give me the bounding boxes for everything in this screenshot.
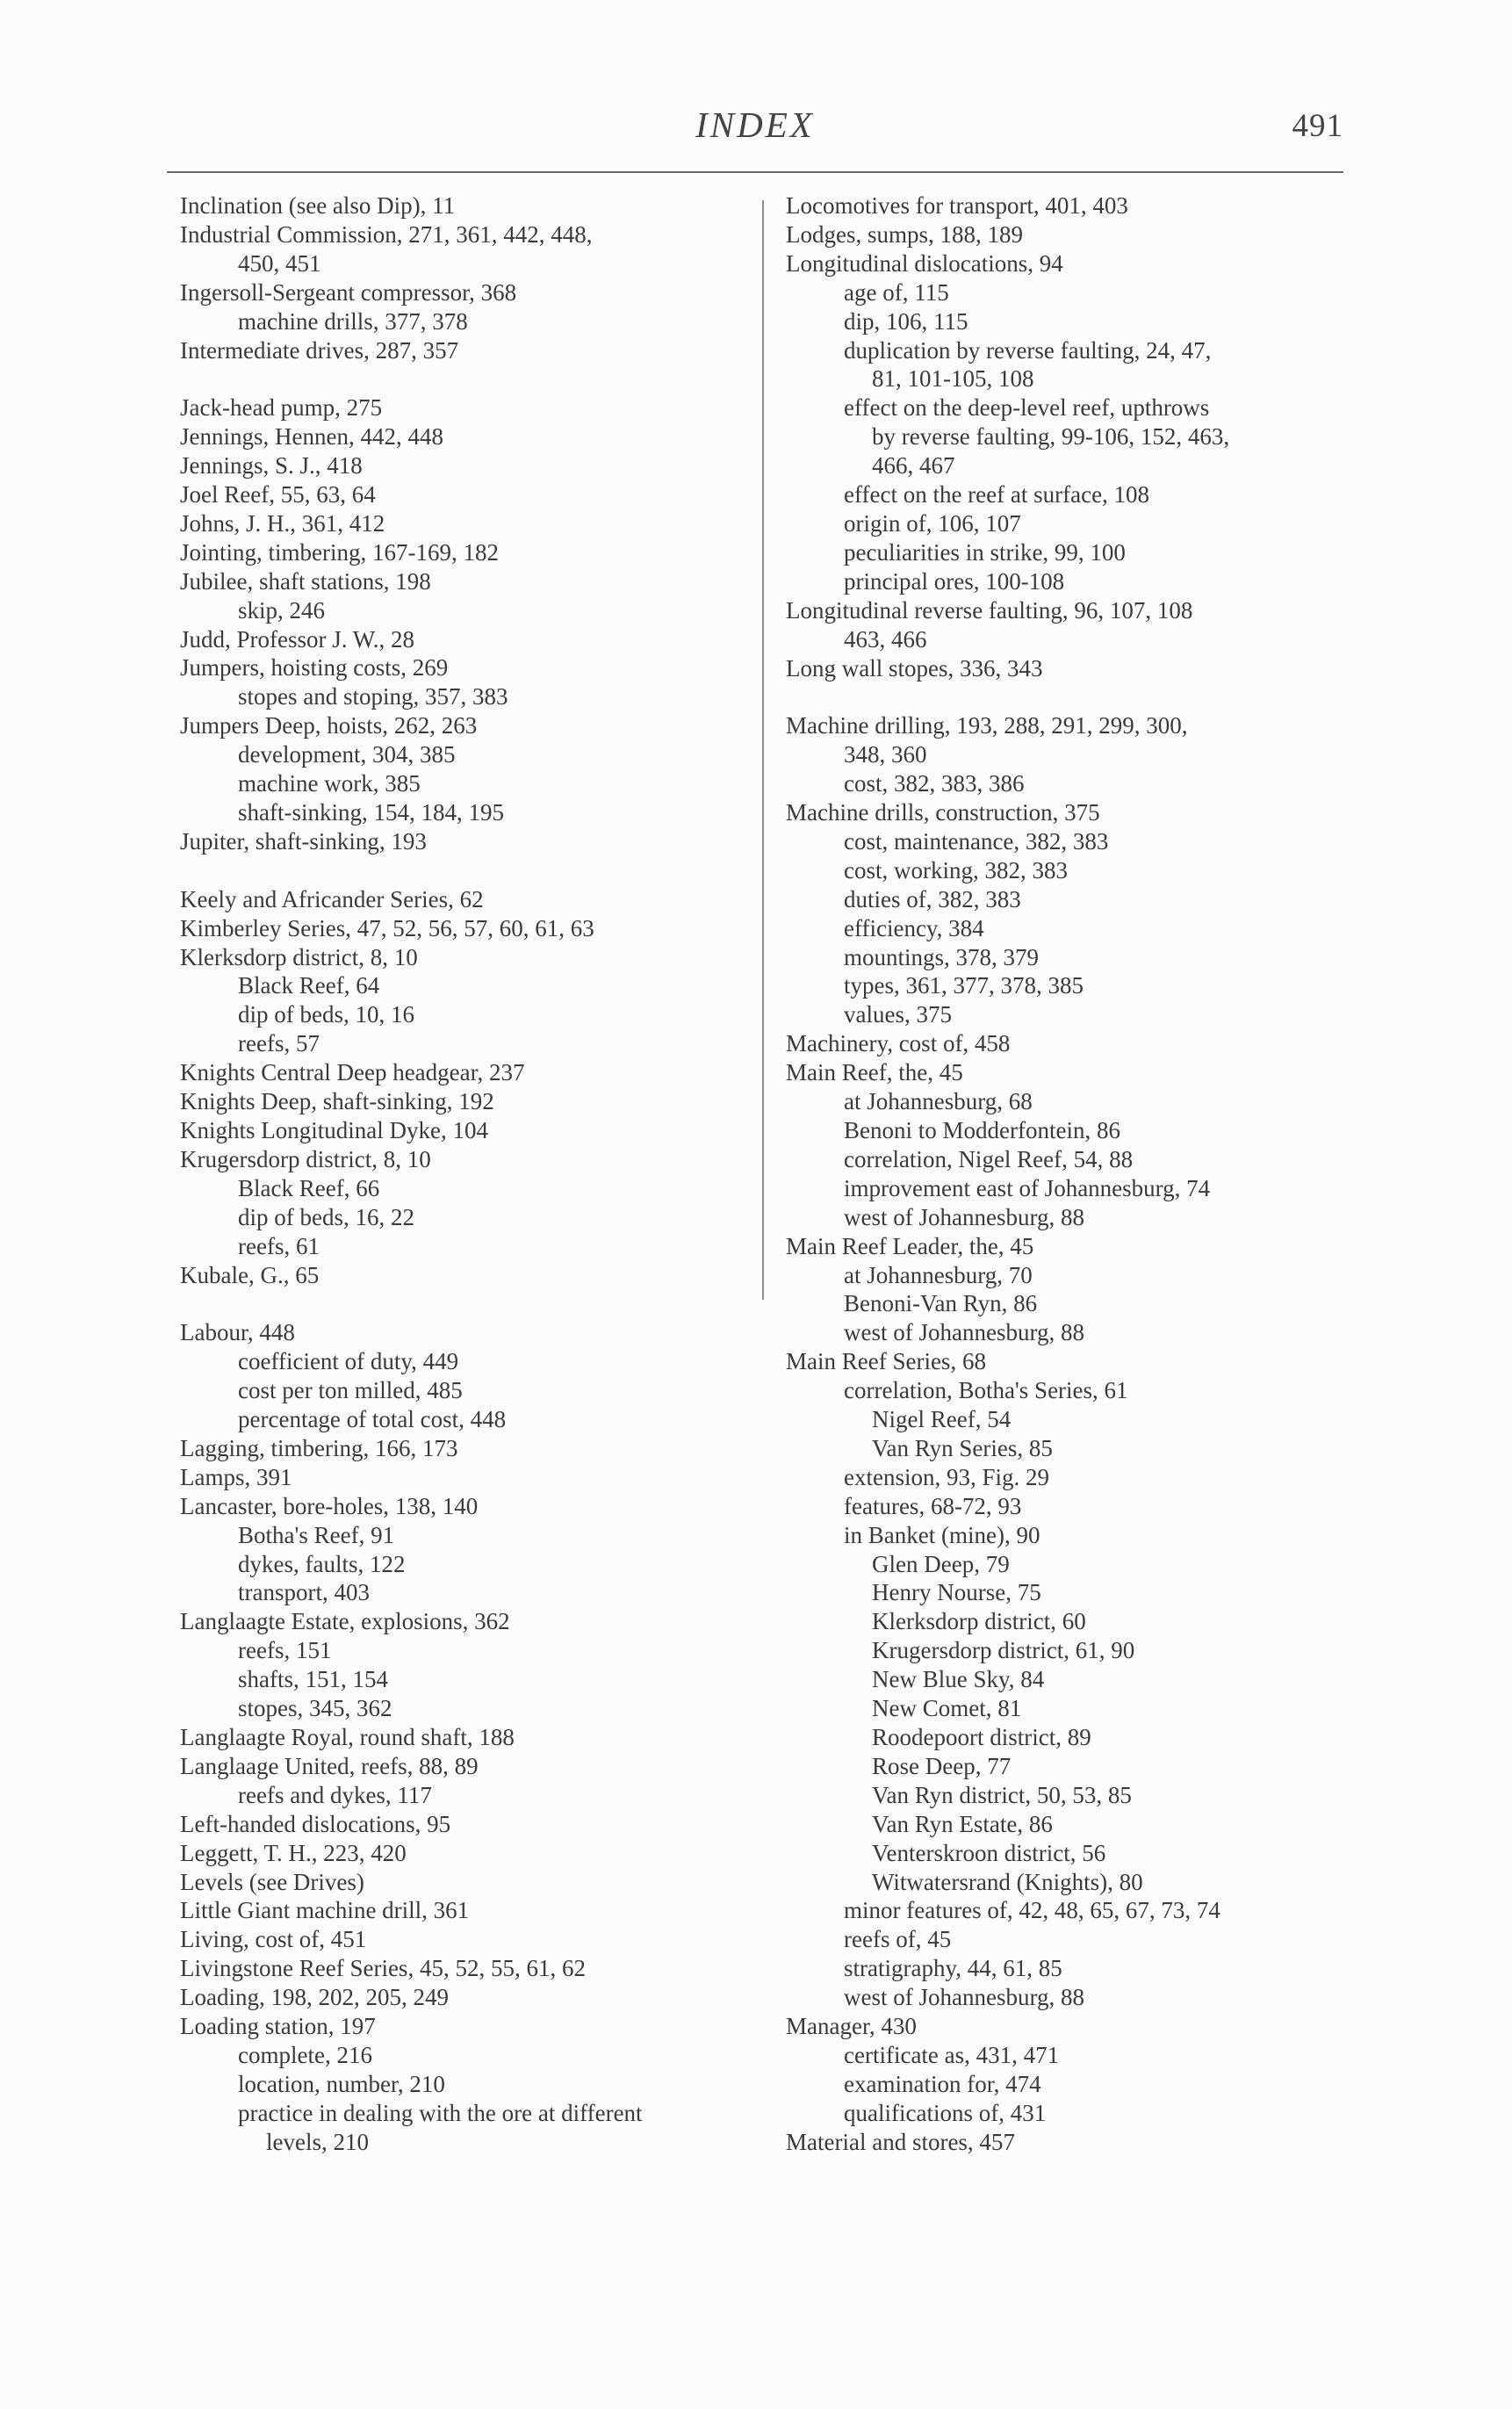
index-subentry: types, 361, 377, 378, 385 [844, 972, 1084, 999]
index-subentry: percentage of total cost, 448 [238, 1406, 507, 1433]
index-entry: Kimberley Series, 47, 52, 56, 57, 60, 61, 63 [180, 914, 594, 941]
index-subentry: Van Ryn Series, 85 [872, 1434, 1053, 1461]
index-subentry: extension, 93, Fig. 29 [844, 1463, 1049, 1490]
index-entry: Jointing, timbering, 167-169, 182 [180, 538, 499, 566]
index-subentry: Van Ryn Estate, 86 [872, 1810, 1053, 1837]
index-subentry: shaft-sinking, 154, 184, 195 [238, 799, 504, 826]
index-subentry: reefs, 57 [238, 1030, 320, 1057]
index-subentry: dykes, faults, 122 [238, 1550, 406, 1577]
index-entry: Jumpers, hoisting costs, 269 [180, 654, 449, 682]
index-entry: Langlaage United, reefs, 88, 89 [180, 1752, 479, 1779]
index-subentry: correlation, Botha's Series, 61 [844, 1377, 1128, 1404]
index-subentry: Benoni-Van Ryn, 86 [844, 1290, 1038, 1317]
index-entry: Inclination (see also Dip), 11 [180, 192, 456, 219]
index-subentry: stopes, 345, 362 [238, 1695, 392, 1722]
index-subentry: location, number, 210 [238, 2070, 445, 2097]
index-subentry: New Comet, 81 [872, 1695, 1022, 1722]
index-subentry: Klerksdorp district, 60 [872, 1608, 1086, 1635]
index-entry: Lancaster, bore-holes, 138, 140 [180, 1492, 479, 1519]
index-subentry: at Johannesburg, 70 [844, 1261, 1033, 1288]
index-subentry: reefs, 61 [238, 1232, 320, 1259]
index-subentry: Venterskroon district, 56 [872, 1839, 1106, 1866]
index-subentry: Black Reef, 66 [238, 1174, 380, 1201]
index-subentry: complete, 216 [238, 2041, 372, 2068]
index-entry: Jumpers Deep, hoists, 262, 263 [180, 712, 478, 739]
index-subentry: 348, 360 [844, 741, 927, 768]
index-subentry: examination for, 474 [844, 2070, 1041, 2097]
index-subentry: 466, 467 [872, 452, 955, 480]
index-subentry: development, 304, 385 [238, 741, 456, 768]
section-gap [786, 682, 1348, 711]
index-subentry: 463, 466 [844, 625, 927, 653]
index-subentry: cost per ton milled, 485 [238, 1377, 463, 1404]
index-entry: Industrial Commission, 271, 361, 442, 448, [180, 220, 593, 248]
index-subentry: certificate as, 431, 471 [844, 2041, 1060, 2068]
index-subentry: shafts, 151, 154 [238, 1666, 388, 1693]
index-column-right [786, 191, 1348, 2157]
index-entry: Labour, 448 [180, 1319, 295, 1346]
page-number: 491 [1292, 108, 1343, 144]
page-title: INDEX [695, 105, 815, 145]
index-entry: Knights Central Deep headgear, 237 [180, 1059, 525, 1086]
index-subentry: Botha's Reef, 91 [238, 1521, 395, 1548]
index-entry: Langlaagte Estate, explosions, 362 [180, 1608, 510, 1635]
index-subentry: correlation, Nigel Reef, 54, 88 [844, 1145, 1134, 1172]
page-header [167, 104, 1343, 156]
index-entry: Lagging, timbering, 166, 173 [180, 1434, 458, 1461]
index-subentry: by reverse faulting, 99-106, 152, 463, [872, 423, 1230, 451]
index-entry: Locomotives for transport, 401, 403 [786, 192, 1128, 219]
index-subentry: levels, 210 [266, 2128, 369, 2155]
index-entry: Judd, Professor J. W., 28 [180, 625, 415, 653]
index-subentry: 81, 101-105, 108 [872, 365, 1034, 393]
header-rule [167, 171, 1343, 173]
index-subentry: Krugersdorp district, 61, 90 [872, 1637, 1135, 1664]
index-subentry: qualifications of, 431 [844, 2099, 1047, 2126]
index-entry: Jennings, S. J., 418 [180, 452, 363, 480]
index-subentry: Henry Nourse, 75 [872, 1579, 1041, 1606]
index-subentry: origin of, 106, 107 [844, 509, 1021, 537]
index-entry: Main Reef Leader, the, 45 [786, 1232, 1034, 1259]
index-entry: Intermediate drives, 287, 357 [180, 336, 459, 364]
index-subentry: Witwatersrand (Knights), 80 [872, 1868, 1143, 1895]
index-subentry: cost, working, 382, 383 [844, 856, 1068, 884]
index-entry: Left-handed dislocations, 95 [180, 1810, 451, 1837]
index-entry: Long wall stopes, 336, 343 [786, 654, 1043, 682]
index-subentry: cost, 382, 383, 386 [844, 770, 1025, 797]
index-column-left [180, 191, 755, 2157]
index-entry: Manager, 430 [786, 2013, 917, 2040]
index-subentry: effect on the reef at surface, 108 [844, 481, 1150, 508]
index-subentry: west of Johannesburg, 88 [844, 1203, 1084, 1230]
section-gap [180, 364, 755, 393]
index-entry: Longitudinal dislocations, 94 [786, 249, 1063, 277]
index-subentry: Glen Deep, 79 [872, 1550, 1010, 1577]
index-subentry: coefficient of duty, 449 [238, 1348, 459, 1375]
index-subentry: reefs and dykes, 117 [238, 1781, 432, 1808]
index-entry: Jubilee, shaft stations, 198 [180, 567, 431, 595]
index-entry: Knights Longitudinal Dyke, 104 [180, 1116, 488, 1143]
index-subentry: Rose Deep, 77 [872, 1752, 1012, 1779]
index-subentry: 450, 451 [238, 249, 321, 277]
index-entry: Kubale, G., 65 [180, 1261, 320, 1288]
index-entry: Leggett, T. H., 223, 420 [180, 1839, 407, 1866]
index-subentry: features, 68-72, 93 [844, 1492, 1022, 1519]
index-entry: Klerksdorp district, 8, 10 [180, 943, 418, 970]
index-subentry: efficiency, 384 [844, 914, 984, 941]
index-subentry: transport, 403 [238, 1579, 370, 1606]
index-subentry: practice in dealing with the ore at different [238, 2099, 643, 2126]
index-entry: Livingstone Reef Series, 45, 52, 55, 61, 62 [180, 1955, 586, 1982]
index-entry: Material and stores, 457 [786, 2128, 1015, 2155]
index-subentry: dip of beds, 16, 22 [238, 1203, 414, 1230]
index-entry: Machine drills, construction, 375 [786, 799, 1100, 826]
section-gap [180, 856, 755, 885]
index-subentry: age of, 115 [844, 278, 949, 306]
index-subentry: peculiarities in strike, 99, 100 [844, 538, 1126, 566]
index-entry: Joel Reef, 55, 63, 64 [180, 481, 376, 508]
index-entry: Loading station, 197 [180, 2013, 376, 2040]
index-subentry: principal ores, 100-108 [844, 567, 1065, 595]
index-entry: Jupiter, shaft-sinking, 193 [180, 827, 427, 855]
index-subentry: duties of, 382, 383 [844, 885, 1021, 912]
index-entry: Lamps, 391 [180, 1463, 292, 1490]
index-entry: Jennings, Hennen, 442, 448 [180, 423, 443, 451]
index-subentry: values, 375 [844, 1001, 952, 1028]
index-subentry: dip, 106, 115 [844, 307, 968, 335]
index-entry: Loading, 198, 202, 205, 249 [180, 1984, 449, 2011]
index-subentry: reefs of, 45 [844, 1926, 952, 1953]
index-entry: Lodges, sumps, 188, 189 [786, 220, 1023, 248]
index-entry: Little Giant machine drill, 361 [180, 1897, 470, 1924]
index-subentry: west of Johannesburg, 88 [844, 1319, 1084, 1346]
index-subentry: cost, maintenance, 382, 383 [844, 827, 1109, 855]
index-subentry: Van Ryn district, 50, 53, 85 [872, 1781, 1132, 1808]
index-subentry: dip of beds, 10, 16 [238, 1001, 414, 1028]
section-gap [180, 1289, 755, 1318]
index-subentry: Roodepoort district, 89 [872, 1724, 1091, 1751]
index-subentry: minor features of, 42, 48, 65, 67, 73, 74 [844, 1897, 1220, 1924]
index-entry: Knights Deep, shaft-sinking, 192 [180, 1088, 494, 1115]
index-entry: Jack-head pump, 275 [180, 394, 383, 422]
index-subentry: in Banket (mine), 90 [844, 1521, 1040, 1548]
index-subentry: Black Reef, 64 [238, 972, 380, 999]
index-subentry: improvement east of Johannesburg, 74 [844, 1174, 1211, 1201]
index-subentry: machine drills, 377, 378 [238, 307, 468, 335]
index-entry: Johns, J. H., 361, 412 [180, 509, 385, 537]
index-entry: Machine drilling, 193, 288, 291, 299, 300, [786, 712, 1188, 739]
index-entry: Living, cost of, 451 [180, 1926, 367, 1953]
index-subentry: Benoni to Modderfontein, 86 [844, 1116, 1120, 1143]
index-entry: Main Reef, the, 45 [786, 1059, 963, 1086]
index-entry: Machinery, cost of, 458 [786, 1030, 1011, 1057]
column-divider [762, 200, 764, 1300]
index-subentry: stratigraphy, 44, 61, 85 [844, 1955, 1062, 1982]
index-subentry: reefs, 151 [238, 1637, 332, 1664]
index-entry: Main Reef Series, 68 [786, 1348, 986, 1375]
index-entry: Krugersdorp district, 8, 10 [180, 1145, 431, 1172]
index-entry: Longitudinal reverse faulting, 96, 107, 108 [786, 596, 1193, 624]
index-subentry: skip, 246 [238, 596, 326, 624]
index-entry: Ingersoll-Sergeant compressor, 368 [180, 278, 517, 306]
index-subentry: duplication by reverse faulting, 24, 47, [844, 336, 1212, 364]
index-subentry: New Blue Sky, 84 [872, 1666, 1045, 1693]
index-subentry: machine work, 385 [238, 770, 421, 797]
index-entry: Langlaagte Royal, round shaft, 188 [180, 1723, 515, 1750]
index-subentry: west of Johannesburg, 88 [844, 1984, 1084, 2011]
index-subentry: mountings, 378, 379 [844, 943, 1040, 970]
index-subentry: at Johannesburg, 68 [844, 1088, 1033, 1115]
index-entry: Keely and Africander Series, 62 [180, 885, 484, 912]
index-subentry: stopes and stoping, 357, 383 [238, 683, 508, 710]
index-subentry: Nigel Reef, 54 [872, 1406, 1012, 1433]
index-entry: Levels (see Drives) [180, 1868, 364, 1895]
index-subentry: effect on the deep-level reef, upthrows [844, 394, 1210, 422]
